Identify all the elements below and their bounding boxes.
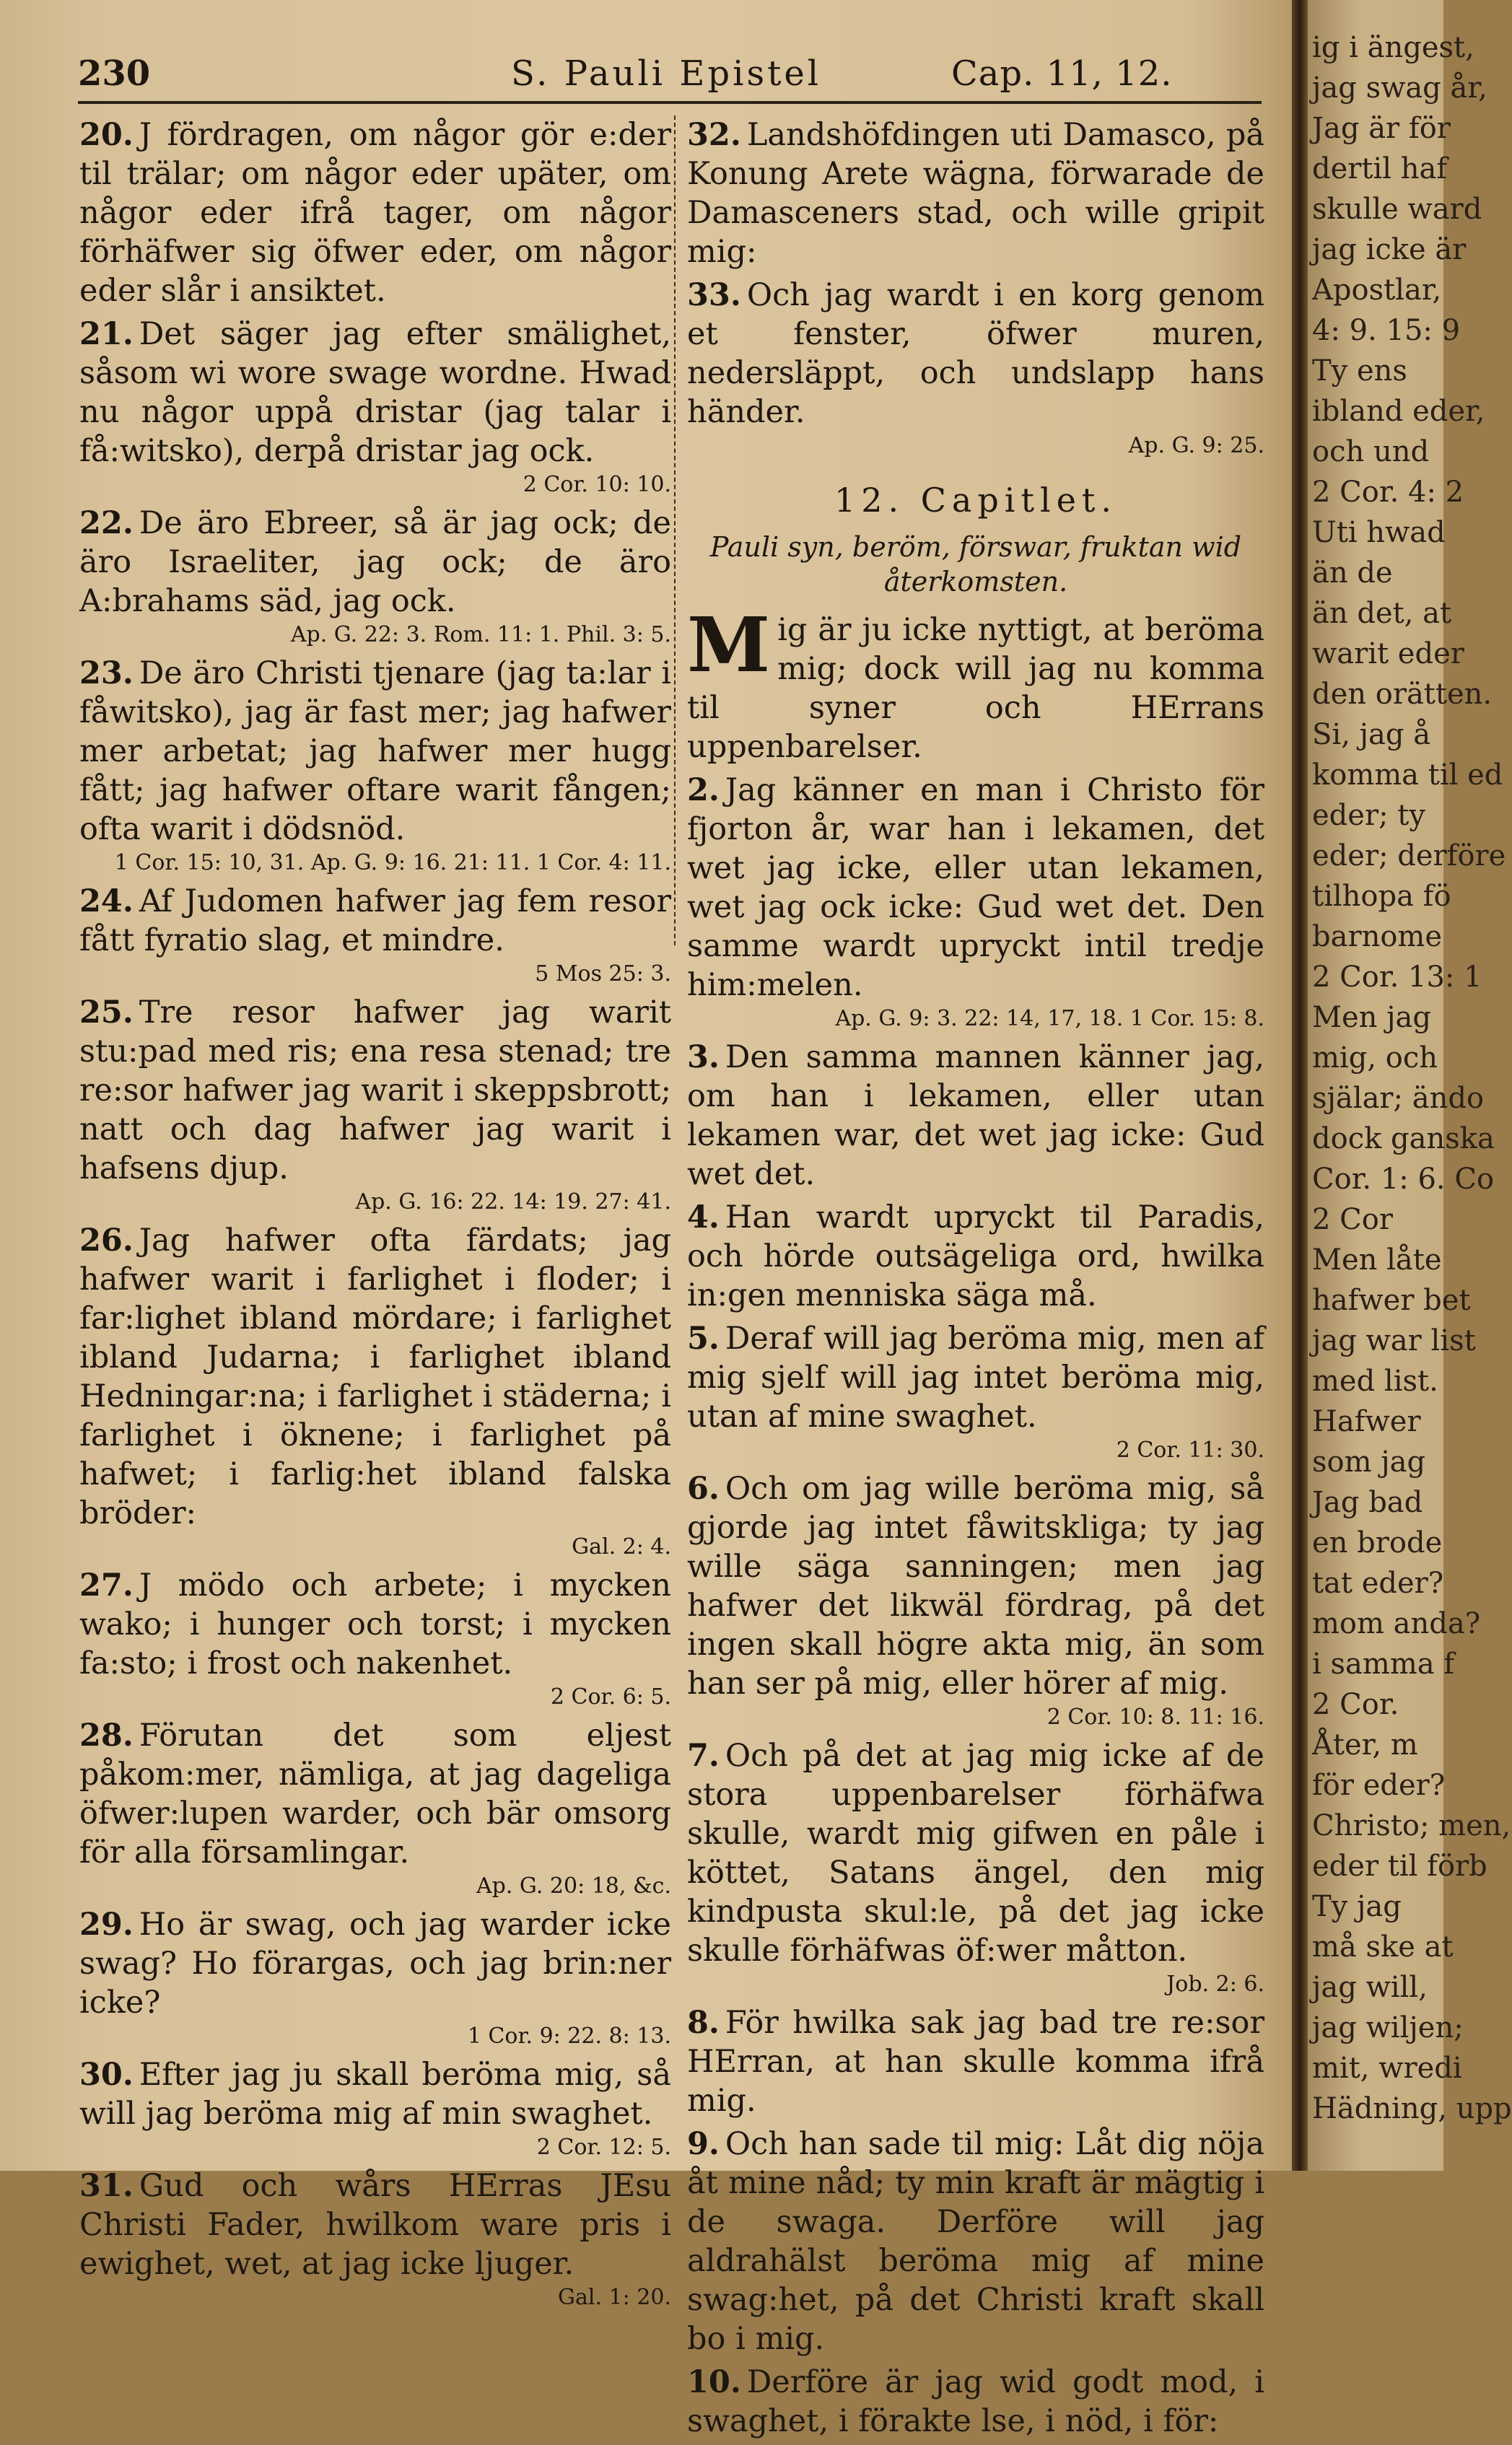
adjacent-page-fragment: för eder? (1312, 1769, 1446, 1802)
verse-text: J mödo och arbete; i mycken wako; i hunger och torst; i mycken fa:sto; i frost och nakenhet. (79, 1567, 671, 1681)
adjacent-page-fragment: dertil haf (1312, 152, 1448, 185)
adjacent-page-fragment: jag war list (1312, 1324, 1476, 1357)
verse-number: 29. (79, 1907, 134, 1943)
cross-reference: 2 Cor. 10: 8. 11: 16. (1046, 1705, 1264, 1730)
cross-reference: 2 Cor. 10: 10. (523, 472, 671, 497)
adjacent-page-fragment: jag icke är (1312, 233, 1467, 266)
adjacent-page-fragment: Hädning, upp (1312, 2092, 1512, 2125)
adjacent-page-fragment: dock ganska (1312, 1122, 1495, 1155)
left-verse (79, 993, 671, 1188)
adjacent-page-fragment: eder; ty (1312, 799, 1425, 832)
chapter-heading: 12. Capitlet. (834, 481, 1118, 520)
adjacent-page-fragment: 2 Cor. (1312, 1688, 1399, 1721)
adjacent-page-fragment: komma til ed (1312, 758, 1503, 792)
left-verse (79, 2166, 671, 2283)
verse-text: Och på det at jag mig icke af de stora uppenbarelser förhäfwa skulle, wardt mig gifwen en påle i köttet, Satans ängel, den mig kindpusta skul:le, på det jag icke skulle förhäfwas öf:wer måtton. (687, 1738, 1264, 1969)
adjacent-page-fragment: jag swag år, (1312, 71, 1487, 105)
adjacent-page-edge (1308, 0, 1512, 2171)
verse-number: 3. (687, 1039, 720, 1075)
cross-reference: Ap. G. 9: 3. 22: 14, 17, 18. 1 Cor. 15: 8. (835, 1006, 1264, 1031)
right-verse (687, 1198, 1264, 1315)
adjacent-page-fragment: som jag (1312, 1445, 1426, 1479)
verse-text: Deraf will jag beröma mig, men af mig sjelf will jag intet beröma mig, utan af mine swaghet. (687, 1321, 1264, 1435)
adjacent-page-fragment: Jag är för (1312, 112, 1451, 145)
right-verse (687, 2125, 1264, 2358)
verse-number: 4. (687, 1199, 720, 1235)
adjacent-page-fragment: ibland eder, (1312, 395, 1485, 428)
left-verse (79, 504, 671, 621)
verse-number: 32. (687, 117, 741, 153)
right-column-verses (687, 771, 1264, 2441)
adjacent-page-fragment: barnome (1312, 920, 1443, 953)
adjacent-page-fragment: Hafwer (1312, 1405, 1421, 1438)
adjacent-page-fragment: Men låte (1312, 1243, 1442, 1277)
cross-reference: Ap. G. 16: 22. 14: 19. 27: 41. (355, 1189, 671, 1215)
cross-reference: Gal. 1: 20. (558, 2285, 671, 2310)
verse-number: 5. (687, 1321, 720, 1357)
verse-text: Han wardt upryckt til Paradis, och hörde outsägeliga ord, hwilka in:gen menniska säga må. (687, 1199, 1264, 1313)
verse-text: Och jag wardt i en korg genom et fenster, öfwer muren, nedersläppt, och undslapp hans händer. (687, 277, 1264, 430)
verse-number: 26. (79, 1222, 134, 1259)
verse-text: Och om jag wille beröma mig, så gjorde jag intet fåwitskliga; ty jag wille säga sanningen; men jag hafwer det likwäl fördrag, på det ingen skall högre akta mig, än som han ser på mig, eller hörer af mig. (687, 1471, 1264, 1702)
adjacent-page-fragment: Christo; men, (1312, 1809, 1511, 1842)
verse-text: Det säger jag efter smälighet, såsom wi wore swage wordne. Hwad nu någor uppå dristar (jag talar i få:witsko), derpå dristar jag ock. (79, 316, 671, 469)
adjacent-page-fragment: mom anda? (1312, 1607, 1481, 1640)
adjacent-page-fragment: Cor. 1: 6. Co (1312, 1163, 1495, 1196)
verse-1 (687, 600, 1264, 766)
verse-text: Gud och wårs HErras JEsu Christi Fader, hwilkom ware pris i ewighet, wet, at jag icke ljuger. (79, 2168, 671, 2282)
adjacent-page-fragment: Jag bad (1312, 1486, 1423, 1519)
page-header (78, 53, 1276, 104)
adjacent-page-fragment: Ty ens (1312, 354, 1407, 388)
adjacent-page-fragment: 4: 9. 15: 9 (1312, 314, 1461, 347)
adjacent-page-fragment: Ty jag (1312, 1890, 1402, 1923)
adjacent-page-fragment: 2 Cor (1312, 1203, 1393, 1236)
adjacent-page-fragment: jag will, (1312, 1971, 1428, 2004)
right-verse (687, 1319, 1264, 1436)
cross-reference: Job. 2: 6. (1166, 1972, 1264, 1997)
left-column (79, 115, 671, 2317)
verse-1-text: ig är ju icke nyttigt, at beröma mig; dock will jag nu komma til syner och HErrans uppenbarelser. (687, 612, 1264, 765)
cross-reference: 2 Cor. 11: 30. (1116, 1438, 1264, 1463)
verse-text: De äro Ebreer, så är jag ock; de äro Israeliter, jag ock; de äro A:brahams säd, jag ock. (79, 505, 671, 619)
cross-reference: 2 Cor. 12: 5. (536, 2135, 671, 2160)
verse-number: 30. (79, 2057, 134, 2093)
adjacent-page-fragment: en brode (1312, 1526, 1443, 1560)
verse-number: 20. (79, 117, 134, 153)
verse-text: För hwilka sak jag bad tre re:sor HErran, at han skulle komma ifrå mig. (687, 2005, 1264, 2119)
adjacent-page-fragment: skulle ward (1312, 193, 1482, 226)
right-verse (687, 2003, 1264, 2120)
adjacent-page-fragment: tilhopa fö (1312, 880, 1451, 913)
right-verse (687, 1469, 1264, 1703)
verse-text: Tre resor hafwer jag warit stu:pad med ris; ena resa stenad; tre re:sor hafwer jag warit i skeppsbrott; natt och dag hafwer jag warit i hafsens djup. (79, 994, 671, 1186)
chapter-reference: Cap. 11, 12. (951, 53, 1173, 94)
verse-number: 23. (79, 655, 134, 691)
verse-number: 2. (687, 772, 720, 808)
drop-cap: M (687, 600, 771, 689)
verse-text: Ho är swag, och jag warder icke swag? Ho förargas, och jag brin:ner icke? (79, 1907, 671, 2021)
adjacent-page-fragment: mit, wredi (1312, 2052, 1462, 2085)
verse-text: Af Judomen hafwer jag fem resor fått fyratio slag, et mindre. (79, 883, 671, 958)
verse-text: Jag känner en man i Christo för fjorton år, war han i lekamen, det wet jag icke, eller utan lekamen, wet jag ock icke: Gud wet det. Den samme wardt upryckt intil tredje him:melen. (687, 772, 1264, 1003)
adjacent-page-fragment: själar; ändo (1312, 1082, 1485, 1115)
left-verse (79, 315, 671, 471)
verse-number: 8. (687, 2005, 720, 2041)
verse-number: 10. (687, 2364, 741, 2400)
right-top-verse (687, 115, 1264, 271)
verse-text: Efter jag ju skall beröma mig, så will jag beröma mig af min swaghet. (79, 2057, 671, 2132)
adjacent-page-fragment: i samma f (1312, 1648, 1455, 1681)
verse-number: 7. (687, 1738, 720, 1774)
left-verse (79, 1905, 671, 2022)
verse-number: 27. (79, 1567, 134, 1604)
right-column-top-verses (687, 115, 1264, 459)
adjacent-page-fragment: med list. (1312, 1365, 1438, 1398)
right-top-verse (687, 276, 1264, 432)
adjacent-page-fragment: jag wiljen; (1312, 2011, 1464, 2044)
adjacent-page-fragment: och und (1312, 435, 1430, 468)
verse-number: 28. (79, 1718, 134, 1754)
running-title: S. Pauli Epistel (511, 53, 822, 94)
left-verse (79, 882, 671, 960)
cross-reference: Ap. G. 20: 18, &c. (476, 1873, 671, 1899)
page-number: 230 (78, 53, 151, 94)
verse-text: Den samma mannen känner jag, om han i lekamen, eller utan lekamen war, det wet jag icke: Gud wet det. (687, 1039, 1264, 1192)
adjacent-page-fragment: tat eder? (1312, 1567, 1444, 1600)
adjacent-page-fragment: 2 Cor. 13: 1 (1312, 961, 1482, 994)
cross-reference: Gal. 2: 4. (572, 1534, 671, 1560)
left-verse (79, 1566, 671, 1683)
right-verse (687, 1038, 1264, 1194)
book-gutter (1292, 0, 1308, 2171)
adjacent-page-fragment: Uti hwad (1312, 516, 1446, 549)
cross-reference: Ap. G. 22: 3. Rom. 11: 1. Phil. 3: 5. (290, 622, 671, 647)
left-verse (79, 1716, 671, 1872)
cross-reference: Ap. G. 9: 25. (1128, 433, 1264, 458)
cross-reference: 1 Cor. 9: 22. 8: 13. (467, 2024, 671, 2049)
adjacent-page-fragment: än de (1312, 556, 1393, 590)
adjacent-page-fragment: ig i ängest, (1312, 31, 1474, 64)
adjacent-page-fragment: Si, jag å (1312, 718, 1431, 751)
column-divider (674, 115, 676, 945)
verse-number: 9. (687, 2126, 720, 2162)
right-verse (687, 2363, 1264, 2441)
verse-text: Derföre är jag wid godt mod, i swaghet, i förakte lse, i nöd, i för: (687, 2364, 1264, 2439)
verse-text: Jag hafwer ofta färdats; jag hafwer warit i farlighet i floder; i far:lighet ibland mördare; i farlighet ibland Judarna; i farlighet ibland Hedningar:na; i farlighet i städerna; i farlighet i öknene; i farlighet på hafwet; i farlig:het ibland falska bröder: (79, 1222, 671, 1531)
adjacent-page-fragment: eder til förb (1312, 1850, 1487, 1883)
adjacent-page-fragment: än det, at (1312, 597, 1452, 630)
cross-reference: 5 Mos 25: 3. (535, 961, 671, 987)
adjacent-page-fragment: warit eder (1312, 637, 1464, 670)
cross-reference: 1 Cor. 15: 10, 31. Ap. G. 9: 16. 21: 11. 1 Cor. 4: 11. (114, 850, 671, 875)
adjacent-page-fragment: den orätten. (1312, 678, 1493, 711)
adjacent-page-fragment: hafwer bet (1312, 1284, 1471, 1317)
adjacent-page-fragment: Men jag (1312, 1001, 1431, 1034)
verse-text: J fördragen, om någor gör e:der til trälar; om någor eder upäter, om någor eder ifrå tager, om någor förhäfwer sig öfwer eder, om någor eder slår i ansiktet. (79, 117, 671, 309)
adjacent-page-fragment: mig, och (1312, 1041, 1438, 1075)
verse-number: 24. (79, 883, 134, 919)
verse-text: Landshöfdingen uti Damasco, på Konung Arete wägna, förwarade de Damasceners stad, och wille gripit mig: (687, 117, 1264, 270)
adjacent-page-fragment: Åter, m (1312, 1728, 1418, 1762)
verse-text: Förutan det som eljest påkom:mer, nämliga, at jag dageliga öfwer:lupen warder, och bär omsorg för alla församlingar. (79, 1718, 671, 1871)
adjacent-page-fragment: må ske at (1312, 1930, 1454, 1964)
adjacent-page-fragment: eder; derföre (1312, 839, 1506, 872)
left-verse (79, 1221, 671, 1533)
chapter-summary: Pauli syn, beröm, förswar, fruktan wid återkomsten. (709, 531, 1242, 598)
header-rule (78, 101, 1262, 104)
verse-number: 25. (79, 994, 134, 1031)
adjacent-page-fragment: 2 Cor. 4: 2 (1312, 476, 1464, 509)
left-verse (79, 115, 671, 310)
left-verse (79, 2055, 671, 2133)
verse-text: De äro Christi tjenare (jag ta:lar i fåwitsko), jag är fast mer; jag hafwer mer arbetat; jag hafwer mer hugg fått; jag hafwer oftare warit fången; ofta warit i dödsnöd. (79, 655, 671, 847)
verse-number: 33. (687, 277, 741, 313)
right-verse (687, 771, 1264, 1005)
right-verse (687, 1736, 1264, 1970)
cross-reference: 2 Cor. 6: 5. (550, 1684, 671, 1710)
right-column (687, 115, 1264, 2445)
verse-number: 21. (79, 316, 134, 352)
verse-text: Och han sade til mig: Låt dig nöja åt mine nåd; ty min kraft är mägtig i de swaga. Derföre will jag aldrahälst beröma mig af mine swag:het, på det Christi kraft skall bo i mig. (687, 2126, 1264, 2357)
verse-number: 6. (687, 1471, 720, 1507)
left-verse (79, 654, 671, 849)
verse-number: 31. (79, 2168, 134, 2204)
verse-number: 22. (79, 505, 134, 541)
adjacent-page-fragment: Apostlar, (1312, 274, 1442, 307)
